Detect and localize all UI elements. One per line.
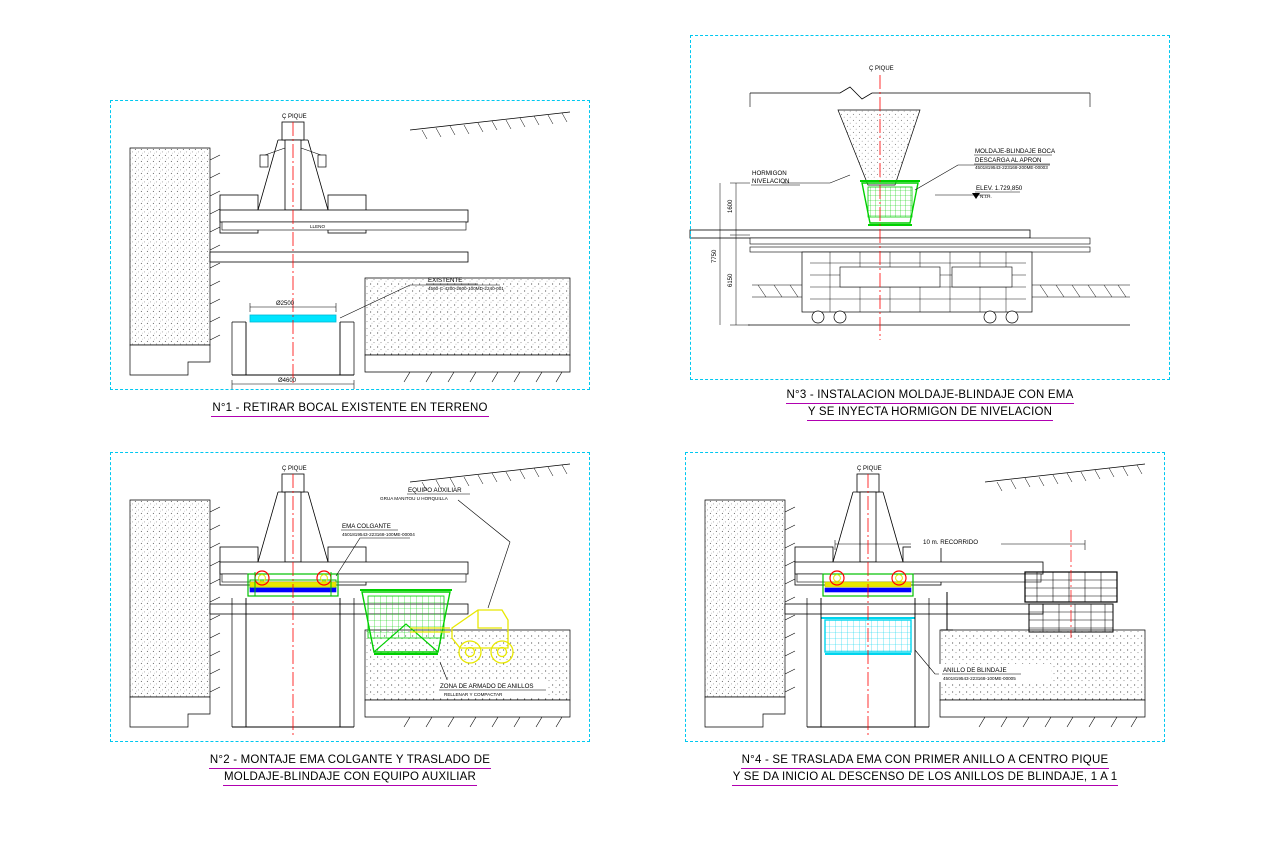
moldaje-blindaje-boca-callout-sub: 4501819543-223168-200ME-00003 bbox=[975, 165, 1048, 170]
panel-1 bbox=[110, 100, 590, 414]
panel-2 bbox=[110, 452, 590, 783]
panel-3-caption-line-1: N°3 - INSTALACION MOLDAJE-BLINDAJE CON EMA bbox=[786, 387, 1075, 404]
centerline-label: Ç PIQUE bbox=[857, 466, 882, 472]
panel-4-caption-line-1: N°4 - SE TRASLADA EMA CON PRIMER ANILLO A CENTRO PIQUE bbox=[741, 752, 1110, 769]
panel-2-caption bbox=[110, 752, 590, 786]
centerline-label: Ç PIQUE bbox=[869, 66, 894, 72]
dim-7750-text: 7750 bbox=[712, 249, 718, 263]
equipo-auxiliar-callout-text: EQUIPO AUXILIAR bbox=[408, 487, 462, 494]
dim-2500-text: Ø2500 bbox=[276, 301, 295, 307]
panel-3 bbox=[690, 35, 1170, 418]
elevation-callout-sub: N.I.H. bbox=[980, 194, 992, 199]
panel-2-caption-line-2: MOLDAJE-BLINDAJE CON EQUIPO AUXILIAR bbox=[223, 769, 477, 786]
elevation-callout-text: ELEV. 1.729,850 bbox=[976, 185, 1023, 192]
anillo-blindaje-callout-sub: 4501819543-223168-100ME-00005 bbox=[943, 676, 1016, 681]
moldaje-blindaje-boca-callout-text: MOLDAJE-BLINDAJE BOCA bbox=[975, 148, 1056, 155]
panel-4-frame bbox=[685, 452, 1165, 742]
existente-callout-text: EXISTENTE bbox=[428, 277, 463, 284]
moldaje-blindaje-boca-callout-text2: DESCARGA AL APRON bbox=[975, 157, 1042, 164]
recorrido-callout-text: 10 m. RECORRIDO bbox=[923, 539, 979, 546]
dim-1600-text: 1600 bbox=[728, 199, 734, 213]
zona-armado-callout-text: ZONA DE ARMADO DE ANILLOS bbox=[440, 683, 534, 690]
dim-6150-text: 6150 bbox=[728, 273, 734, 287]
hormigon-callout-text: HORMIGON bbox=[752, 170, 787, 177]
panel-2-caption-line-1: N°2 - MONTAJE EMA COLGANTE Y TRASLADO DE bbox=[209, 752, 491, 769]
anillo-blindaje-callout-text: ANILLO DE BLINDAJE bbox=[943, 667, 1007, 674]
panel-1-caption-line-1: N°1 - RETIRAR BOCAL EXISTENTE EN TERRENO bbox=[211, 400, 488, 417]
panel-1-caption bbox=[110, 400, 590, 417]
panel-4 bbox=[685, 452, 1165, 783]
centerline-label: Ç PIQUE bbox=[282, 466, 307, 472]
panel-3-caption bbox=[690, 387, 1170, 421]
svg-text:LLENO: LLENO bbox=[310, 224, 326, 229]
panel-3-frame bbox=[690, 35, 1170, 380]
panel-3-caption-line-2: Y SE INYECTA HORMIGON DE NIVELACION bbox=[807, 404, 1053, 421]
ema-colgante-callout-text: EMA COLGANTE bbox=[342, 523, 391, 530]
ema-colgante-callout-sub: 4501819543-223168-100ME-00004 bbox=[342, 532, 415, 537]
panel-4-caption bbox=[685, 752, 1165, 786]
centerline-label: Ç PIQUE bbox=[282, 114, 307, 120]
hormigon-callout-text2: NIVELACION bbox=[752, 178, 790, 185]
dim-4600-text: Ø4600 bbox=[278, 378, 297, 384]
panel-1-frame bbox=[110, 100, 590, 390]
panel-4-caption-line-2: Y SE DA INICIO AL DESCENSO DE LOS ANILLOS DE BLINDAJE, 1 A 1 bbox=[732, 769, 1119, 786]
panel-2-frame bbox=[110, 452, 590, 742]
zona-armado-callout-sub: RELLENAR Y COMPACTAR bbox=[444, 692, 503, 697]
equipo-auxiliar-callout-text2: GRUA MANITOU U HORQUILLA bbox=[380, 496, 448, 501]
existente-callout-sub: 4560-C-4200-2600-100MD-2240-001 bbox=[428, 286, 504, 291]
